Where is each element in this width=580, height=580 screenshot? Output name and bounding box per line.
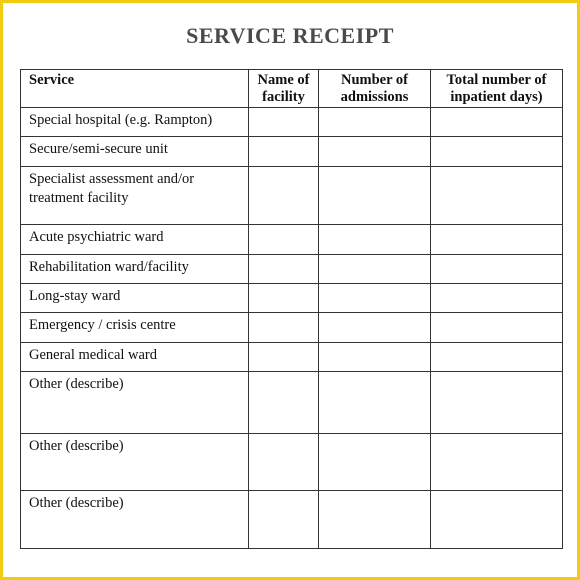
admissions-cell[interactable] [319, 491, 431, 549]
facility-cell[interactable] [249, 255, 319, 284]
inpatient-days-cell[interactable] [431, 284, 563, 313]
admissions-cell[interactable] [319, 313, 431, 343]
inpatient-days-cell[interactable] [431, 108, 563, 137]
facility-cell[interactable] [249, 225, 319, 255]
table-row [21, 137, 563, 167]
facility-cell[interactable] [249, 372, 319, 434]
header-service: Service [21, 70, 249, 108]
admissions-cell[interactable] [319, 284, 431, 313]
facility-cell[interactable] [249, 313, 319, 343]
table-row [21, 225, 563, 255]
facility-cell[interactable] [249, 108, 319, 137]
table-row [21, 255, 563, 284]
service-cell: Emergency / crisis centre [21, 313, 249, 343]
table-row [21, 372, 563, 434]
admissions-cell[interactable] [319, 167, 431, 225]
inpatient-days-cell[interactable] [431, 372, 563, 434]
admissions-cell[interactable] [319, 255, 431, 284]
service-cell: Secure/semi-secure unit [21, 137, 249, 167]
admissions-cell[interactable] [319, 434, 431, 491]
service-receipt-table [20, 69, 563, 549]
inpatient-days-cell[interactable] [431, 167, 563, 225]
header-admissions: Number of admissions [319, 70, 431, 108]
facility-cell[interactable] [249, 284, 319, 313]
service-cell: Acute psychiatric ward [21, 225, 249, 255]
table-row [21, 491, 563, 549]
inpatient-days-cell[interactable] [431, 313, 563, 343]
admissions-cell[interactable] [319, 137, 431, 167]
facility-cell[interactable] [249, 137, 319, 167]
service-cell: General medical ward [21, 343, 249, 372]
inpatient-days-cell[interactable] [431, 343, 563, 372]
table-row [21, 343, 563, 372]
inpatient-days-cell[interactable] [431, 225, 563, 255]
admissions-cell[interactable] [319, 108, 431, 137]
table-row [21, 434, 563, 491]
service-cell: Specialist assessment and/or treatment facility [21, 167, 249, 225]
header-facility: Name of facility [249, 70, 319, 108]
table-header-row [21, 70, 563, 108]
facility-cell[interactable] [249, 434, 319, 491]
table-row [21, 108, 563, 137]
document-title: SERVICE RECEIPT [186, 23, 394, 48]
facility-cell[interactable] [249, 167, 319, 225]
service-cell: Other (describe) [21, 491, 249, 549]
service-cell: Rehabilitation ward/facility [21, 255, 249, 284]
table-row [21, 313, 563, 343]
facility-cell[interactable] [249, 343, 319, 372]
admissions-cell[interactable] [319, 372, 431, 434]
service-cell: Other (describe) [21, 372, 249, 434]
header-inpatient-days: Total number of inpatient days) [431, 70, 563, 108]
facility-cell[interactable] [249, 491, 319, 549]
service-cell: Special hospital (e.g. Rampton) [21, 108, 249, 137]
service-cell: Other (describe) [21, 434, 249, 491]
admissions-cell[interactable] [319, 225, 431, 255]
inpatient-days-cell[interactable] [431, 434, 563, 491]
service-cell: Long-stay ward [21, 284, 249, 313]
inpatient-days-cell[interactable] [431, 137, 563, 167]
table-row [21, 284, 563, 313]
table-row [21, 167, 563, 225]
inpatient-days-cell[interactable] [431, 491, 563, 549]
admissions-cell[interactable] [319, 343, 431, 372]
inpatient-days-cell[interactable] [431, 255, 563, 284]
